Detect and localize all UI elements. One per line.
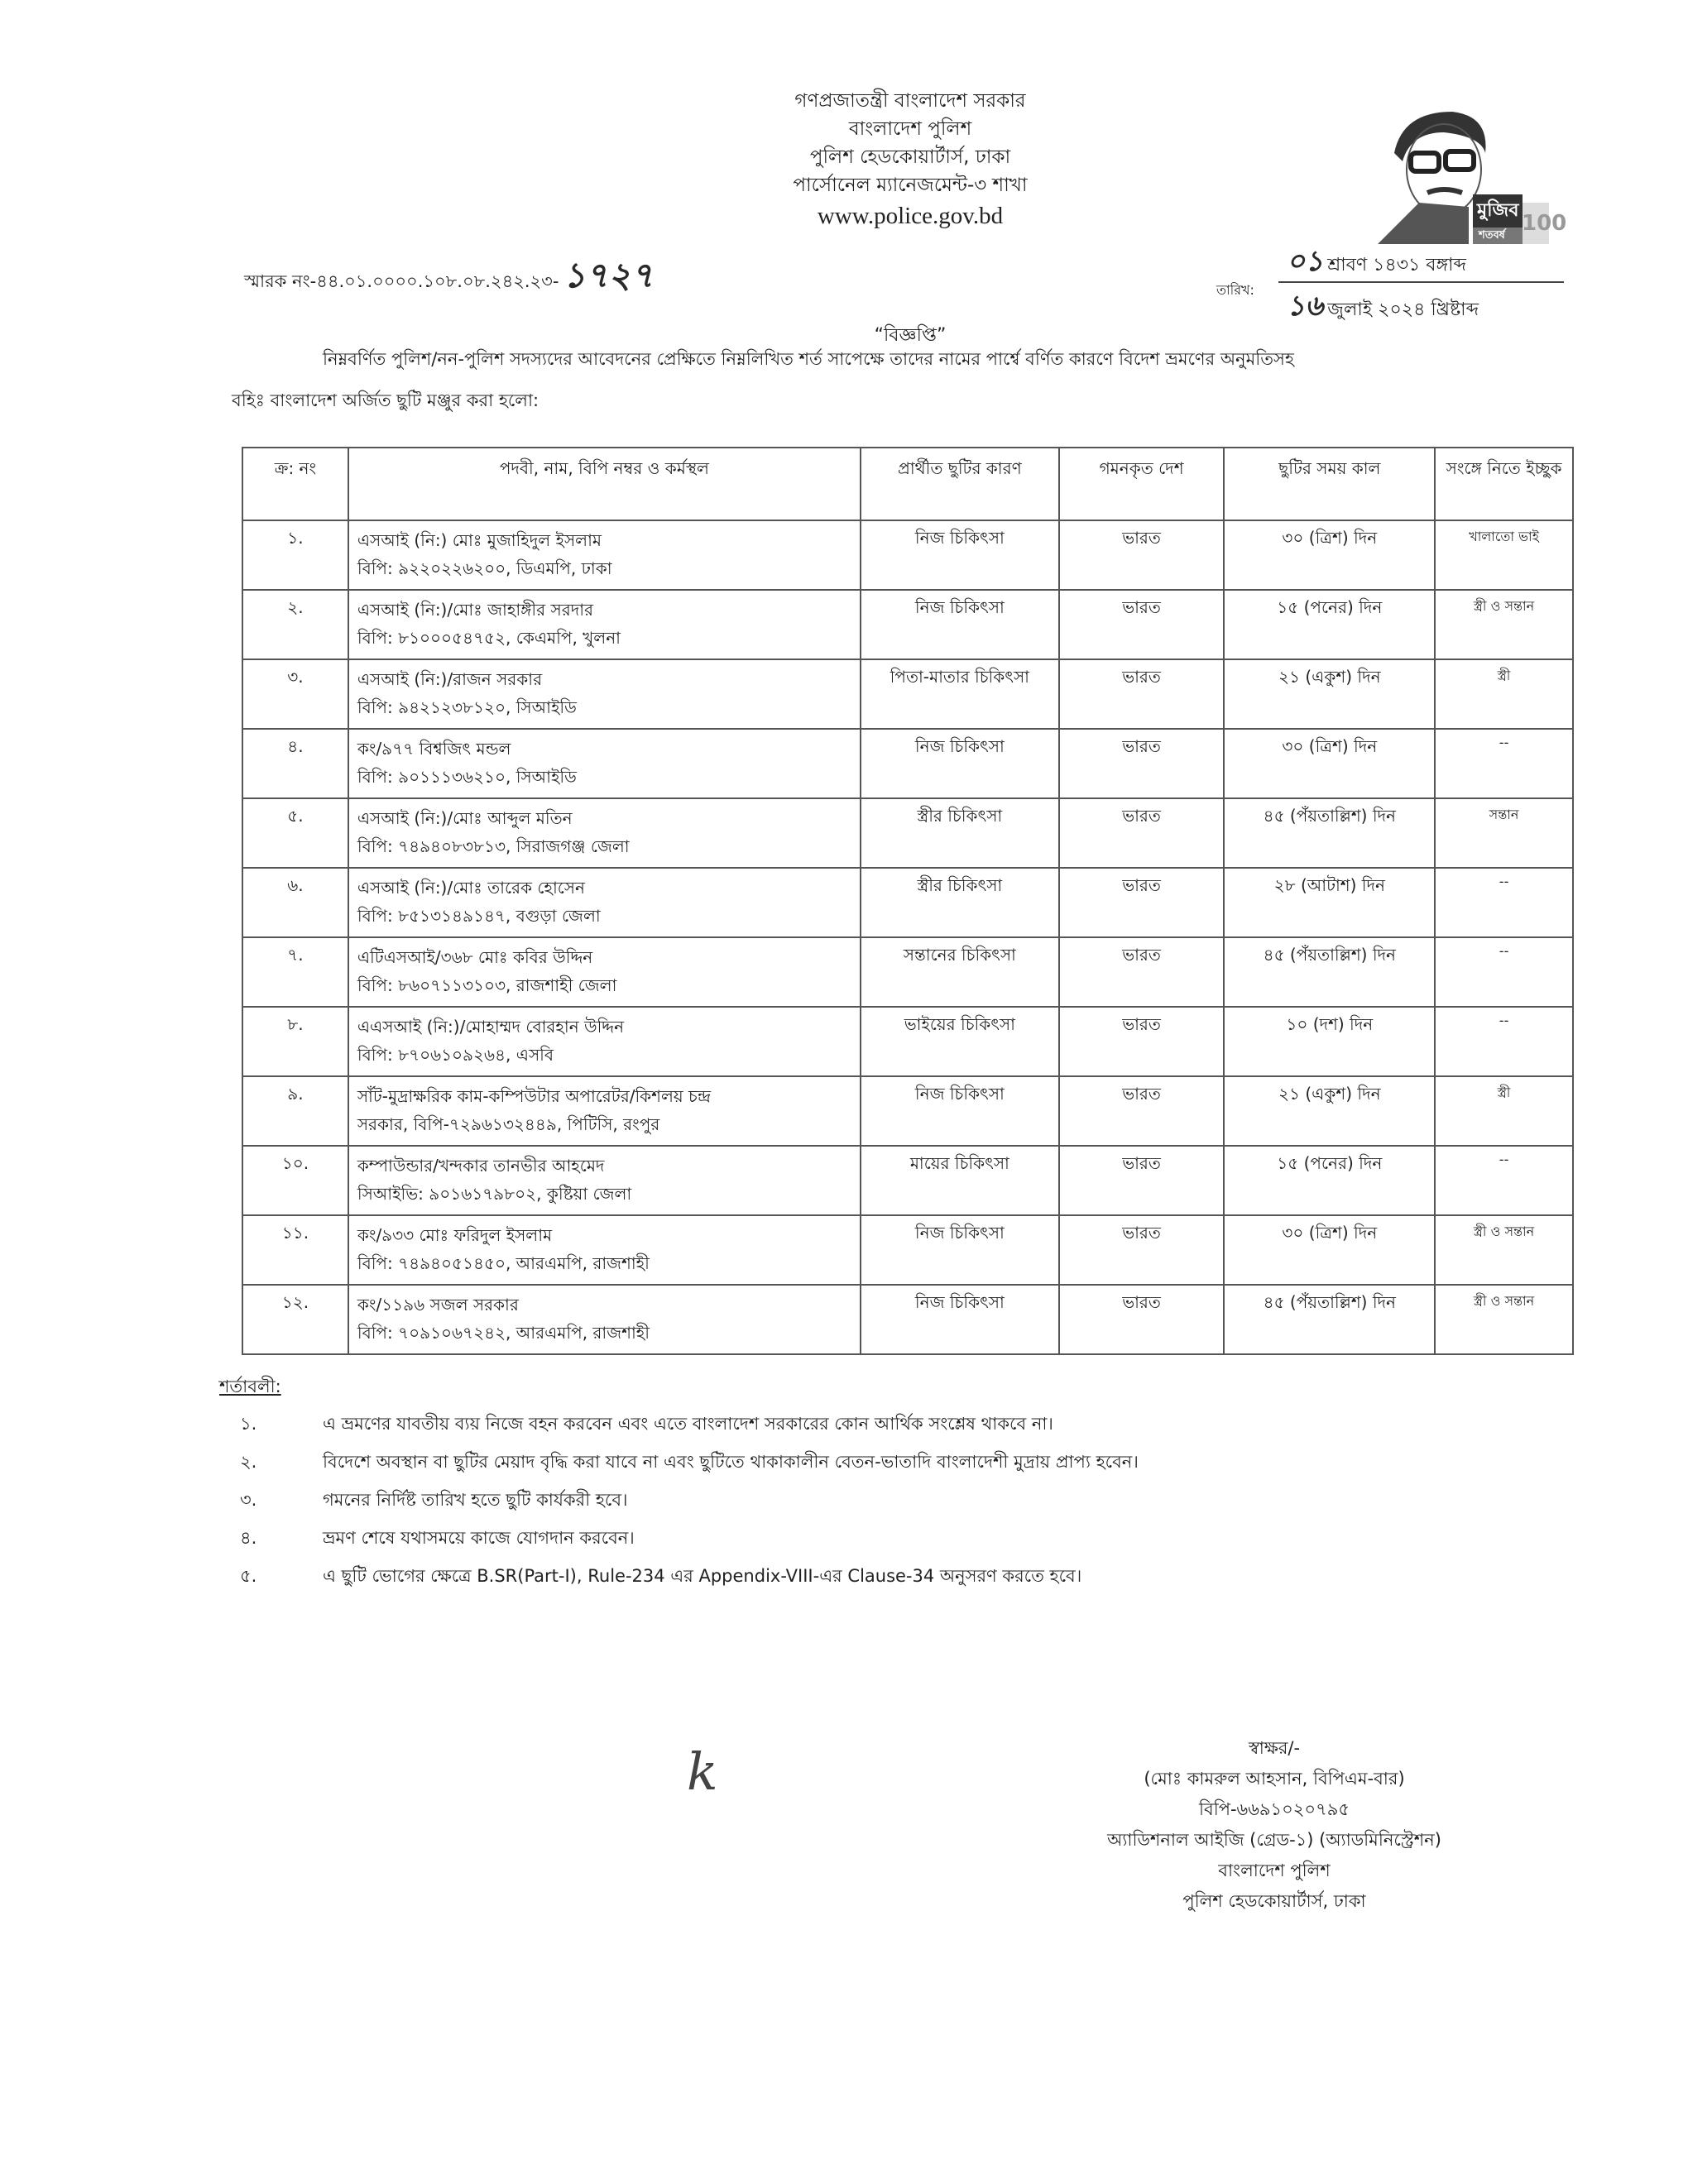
cell-reason: মায়ের চিকিৎসা [861, 1146, 1059, 1215]
table-row [242, 1076, 1573, 1146]
memo-number [244, 248, 654, 307]
cell-details [348, 1076, 861, 1146]
cell-serial: ১০. [242, 1146, 348, 1215]
signed-label: স্বাক্ষর/- [1248, 1738, 1301, 1758]
table-row [242, 659, 1573, 729]
table-row [242, 1285, 1573, 1354]
table-row [242, 937, 1573, 1007]
leave-table [242, 447, 1574, 1355]
letterhead [629, 87, 1192, 232]
signatory-org: বাংলাদেশ পুলিশ [1218, 1861, 1331, 1880]
cell-bp-unit: বিপি: ৭৪৯৪০৮৩৮১৩, সিরাজগঞ্জ জেলা [357, 836, 630, 856]
cell-details [348, 1007, 861, 1076]
org-name: বাংলাদেশ পুলিশ [848, 118, 972, 140]
mujib-100-logo [1345, 103, 1567, 248]
cell-duration: ৪৫ (পঁয়তাল্লিশ) দিন [1224, 798, 1435, 868]
date-bangla-day: ০১ [1287, 245, 1324, 278]
cell-bp-unit: বিপি: ৮১০০০৫৪৭৫২, কেএমপি, খুলনা [357, 628, 621, 648]
cell-rank-name: এসআই (নি:)/রাজন সরকার [357, 669, 543, 689]
date-english-day: ১৬ [1287, 290, 1324, 323]
cell-bp-unit: বিপি: ৭৪৯৪০৫১৪৫০, আরএমপি, রাজশাহী [357, 1253, 650, 1273]
cell-reason: নিজ চিকিৎসা [861, 520, 1059, 590]
condition-text: বিদেশে অবস্থান বা ছুটির মেয়াদ বৃদ্ধি করা যাবে না এবং ছুটিতে থাকাকালীন বেতন-ভাতাদি বাংলাদেশী মুদ্রায় প্রাপ্য হবেন। [323, 1452, 1139, 1472]
cell-country: ভারত [1059, 590, 1225, 659]
logo-text-num: 100 [1522, 211, 1567, 236]
cell-rank-name: কম্পাউন্ডার/খন্দকার তানভীর আহমেদ [357, 1156, 605, 1176]
cell-companion: সন্তান [1435, 798, 1573, 868]
cell-rank-name: এসআই (নি:)/মোঃ জাহাঙ্গীর সরদার [357, 600, 594, 620]
notice-paragraph-line1: নিম্নবর্ণিত পুলিশ/নন-পুলিশ সদস্যদের আবেদনের প্রেক্ষিতে নিম্নলিখিত শর্ত সাপেক্ষে তাদের নামের পার্শ্বে বর্ণিত কারণে বিদেশ ভ্রমণের অনুমতিসহ [323, 349, 1294, 369]
signatory-name: (মোঃ কামরুল আহসান, বিপিএম-বার) [1144, 1769, 1405, 1789]
cell-country: ভারত [1059, 1285, 1225, 1354]
table-row [242, 868, 1573, 937]
cell-rank-name: এএসআই (নি:)/মোহাম্মদ বোরহান উদ্দিন [357, 1017, 625, 1037]
cell-details [348, 1215, 861, 1285]
cell-country: ভারত [1059, 937, 1225, 1007]
cell-reason: নিজ চিকিৎসা [861, 729, 1059, 798]
cell-reason: পিতা-মাতার চিকিৎসা [861, 659, 1059, 729]
cell-serial: ২. [242, 590, 348, 659]
date-label: তারিখ: [1216, 282, 1254, 298]
signatory-office: পুলিশ হেডকোয়ার্টার্স, ঢাকা [1182, 1891, 1366, 1911]
cell-duration: ৪৫ (পঁয়তাল্লিশ) দিন [1224, 937, 1435, 1007]
cell-details [348, 659, 861, 729]
cell-country: ভারত [1059, 729, 1225, 798]
condition-text: এ ভ্রমণের যাবতীয় ব্যয় নিজে বহন করবেন এবং এতে বাংলাদেশ সরকারের কোন আর্থিক সংশ্লেষ থাকবে না। [323, 1414, 1053, 1434]
date-divider [1278, 281, 1564, 283]
logo-text-main: মুজিব [1477, 200, 1519, 221]
cell-companion: খালাতো ভাই [1435, 520, 1573, 590]
cell-bp-unit: বিপি: ৭০৯১০৬৭২৪২, আরএমপি, রাজশাহী [357, 1323, 650, 1343]
notice-title: “বিজ্ঞপ্তি” [874, 325, 947, 346]
cell-companion: স্ত্রী [1435, 1076, 1573, 1146]
cell-rank-name: সাঁট-মুদ্রাক্ষরিক কাম-কম্পিউটার অপারেটর/কিশলয় চন্দ্র [357, 1086, 712, 1106]
condition-number: ৩. [240, 1490, 257, 1510]
cell-duration: ১৫ (পনের) দিন [1224, 1146, 1435, 1215]
table-row [242, 1146, 1573, 1215]
cell-rank-name: এসআই (নি:) মোঃ মুজাহিদুল ইসলাম [357, 530, 602, 550]
col-header-country: গমনকৃত দেশ [1059, 448, 1225, 520]
cell-details [348, 729, 861, 798]
cell-companion: -- [1435, 937, 1573, 1007]
cell-duration: ১৫ (পনের) দিন [1224, 590, 1435, 659]
cell-duration: ৪৫ (পঁয়তাল্লিশ) দিন [1224, 1285, 1435, 1354]
cell-reason: স্ত্রীর চিকিৎসা [861, 868, 1059, 937]
cell-duration: ৩০ (ত্রিশ) দিন [1224, 1215, 1435, 1285]
cell-country: ভারত [1059, 868, 1225, 937]
cell-rank-name: কং/৯৭৭ বিশ্বজিৎ মন্ডল [357, 739, 511, 759]
cell-companion: স্ত্রী ও সন্তান [1435, 590, 1573, 659]
col-header-reason: প্রার্থীত ছুটির কারণ [861, 448, 1059, 520]
cell-serial: ১২. [242, 1285, 348, 1354]
cell-companion: -- [1435, 1007, 1573, 1076]
cell-reason: নিজ চিকিৎসা [861, 1285, 1059, 1354]
table-header-row [242, 448, 1573, 520]
cell-serial: ৩. [242, 659, 348, 729]
cell-details [348, 1285, 861, 1354]
condition-text: এ ছুটি ভোগের ক্ষেত্রে B.SR(Part-I), Rule-234 এর Appendix-VIII-এর Clause-34 অনুসরণ করতে হবে। [323, 1566, 1082, 1586]
cell-serial: ৭. [242, 937, 348, 1007]
date-english-rest: জুলাই ২০২৪ খ্রিষ্টাব্দ [1327, 299, 1479, 320]
cell-serial: ৯. [242, 1076, 348, 1146]
cell-bp-unit: বিপি: ৯৪২১২৩৮১২০, সিআইডি [357, 697, 577, 717]
cell-bp-unit: বিপি: ৮৭০৬১০৯২৬৪, এসবি [357, 1045, 554, 1065]
cell-rank-name: কং/৯৩৩ মোঃ ফরিদুল ইসলাম [357, 1225, 553, 1245]
office-name: পুলিশ হেডকোয়ার্টার্স, ঢাকা [809, 146, 1011, 168]
cell-companion: -- [1435, 729, 1573, 798]
cell-reason: স্ত্রীর চিকিৎসা [861, 798, 1059, 868]
cell-bp-unit: বিপি: ৮৬০৭১১৩১০৩, রাজশাহী জেলা [357, 975, 617, 995]
cell-rank-name: এসআই (নি:)/মোঃ তারেক হোসেন [357, 878, 585, 898]
condition-text: গমনের নির্দিষ্ট তারিখ হতে ছুটি কার্যকরী হবে। [323, 1490, 628, 1510]
cell-details [348, 1146, 861, 1215]
cell-reason: নিজ চিকিৎসা [861, 1215, 1059, 1285]
date-bangla-rest: শ্রাবণ ১৪৩১ বঙ্গাব্দ [1327, 255, 1466, 275]
portrait-icon [1345, 103, 1551, 248]
cell-reason: সন্তানের চিকিৎসা [861, 937, 1059, 1007]
cell-country: ভারত [1059, 1146, 1225, 1215]
conditions-title: শর্তাবলী: [219, 1377, 281, 1396]
website-link[interactable]: www.police.gov.bd [817, 203, 1004, 229]
cell-country: ভারত [1059, 1215, 1225, 1285]
cell-companion: -- [1435, 868, 1573, 937]
cell-country: ভারত [1059, 798, 1225, 868]
cell-duration: ২১ (একুশ) দিন [1224, 1076, 1435, 1146]
cell-serial: ১. [242, 520, 348, 590]
notice-paragraph-line2: বহিঃ বাংলাদেশ অর্জিত ছুটি মঞ্জুর করা হলো: [232, 390, 539, 410]
table-row [242, 798, 1573, 868]
cell-details [348, 520, 861, 590]
cell-bp-unit: সরকার, বিপি-৭২৯৬১৩২৪৪৯, পিটিসি, রংপুর [357, 1114, 660, 1134]
col-header-serial: ক্র: নং [242, 448, 348, 520]
cell-duration: ২৮ (আটাশ) দিন [1224, 868, 1435, 937]
cell-country: ভারত [1059, 520, 1225, 590]
cell-serial: ৮. [242, 1007, 348, 1076]
cell-details [348, 868, 861, 937]
cell-bp-unit: সিআইভি: ৯০১৬১৭৯৮০২, কুষ্টিয়া জেলা [357, 1184, 632, 1204]
cell-bp-unit: বিপি: ৮৫১৩১৪৯১৪৭, বগুড়া জেলা [357, 906, 601, 926]
memo-handwritten-number: ১৭২৭ [563, 255, 654, 295]
cell-reason: নিজ চিকিৎসা [861, 1076, 1059, 1146]
cell-serial: ৫. [242, 798, 348, 868]
condition-number: ৪. [240, 1528, 257, 1548]
cell-country: ভারত [1059, 1007, 1225, 1076]
cell-rank-name: এটিএসআই/৩৬৮ মোঃ কবির উদ্দিন [357, 947, 593, 967]
signatory-bp: বিপি-৬৬৯১০২০৭৯৫ [1199, 1799, 1350, 1819]
col-header-companion: সংঙ্গে নিতে ইচ্ছুক [1435, 448, 1573, 520]
cell-rank-name: এসআই (নি:)/মোঃ আব্দুল মতিন [357, 808, 573, 828]
cell-reason: নিজ চিকিৎসা [861, 590, 1059, 659]
cell-duration: ৩০ (ত্রিশ) দিন [1224, 520, 1435, 590]
memo-label: স্মারক নং-৪৪.০১.০০০০.১০৮.০৮.২৪২.২৩- [244, 271, 559, 291]
cell-bp-unit: বিপি: ৯২২০২২৬২০০, ডিএমপি, ঢাকা [357, 558, 612, 578]
condition-number: ৫. [240, 1566, 257, 1586]
date-bangla [1287, 240, 1466, 287]
cell-companion: স্ত্রী ও সন্তান [1435, 1285, 1573, 1354]
cell-reason: ভাইয়ের চিকিৎসা [861, 1007, 1059, 1076]
initial-mark: k [687, 1741, 718, 1802]
cell-details [348, 590, 861, 659]
signature-block [1076, 1733, 1473, 1917]
cell-companion: স্ত্রী ও সন্তান [1435, 1215, 1573, 1285]
cell-serial: ৪. [242, 729, 348, 798]
date-english [1287, 285, 1479, 332]
cell-serial: ৬. [242, 868, 348, 937]
cell-country: ভারত [1059, 1076, 1225, 1146]
govt-name: গণপ্রজাতন্ত্রী বাংলাদেশ সরকার [794, 90, 1026, 112]
table-row [242, 1215, 1573, 1285]
cell-details [348, 798, 861, 868]
branch-name: পার্সোনেল ম্যানেজমেন্ট-৩ শাখা [793, 175, 1028, 196]
col-header-details: পদবী, নাম, বিপি নম্বর ও কর্মস্থল [348, 448, 861, 520]
col-header-duration: ছুটির সময় কাল [1224, 448, 1435, 520]
cell-country: ভারত [1059, 659, 1225, 729]
condition-text: ভ্রমণ শেষে যথাসময়ে কাজে যোগদান করবেন। [323, 1528, 635, 1548]
cell-details [348, 937, 861, 1007]
table-row [242, 729, 1573, 798]
cell-rank-name: কং/১১৯৬ সজল সরকার [357, 1295, 519, 1315]
cell-serial: ১১. [242, 1215, 348, 1285]
logo-text-sub: শতবর্ষ [1479, 229, 1505, 242]
cell-companion: স্ত্রী [1435, 659, 1573, 729]
table-row [242, 520, 1573, 590]
cell-duration: ১০ (দশ) দিন [1224, 1007, 1435, 1076]
condition-number: ২. [240, 1452, 257, 1472]
cell-companion: -- [1435, 1146, 1573, 1215]
cell-bp-unit: বিপি: ৯০১১১৩৬২১০, সিআইডি [357, 767, 577, 787]
condition-number: ১. [240, 1414, 257, 1434]
table-row [242, 590, 1573, 659]
signatory-designation: অ্যাডিশনাল আইজি (গ্রেড-১) (অ্যাডমিনিস্ট্রেশন) [1107, 1830, 1441, 1850]
cell-duration: ৩০ (ত্রিশ) দিন [1224, 729, 1435, 798]
table-row [242, 1007, 1573, 1076]
cell-duration: ২১ (একুশ) দিন [1224, 659, 1435, 729]
